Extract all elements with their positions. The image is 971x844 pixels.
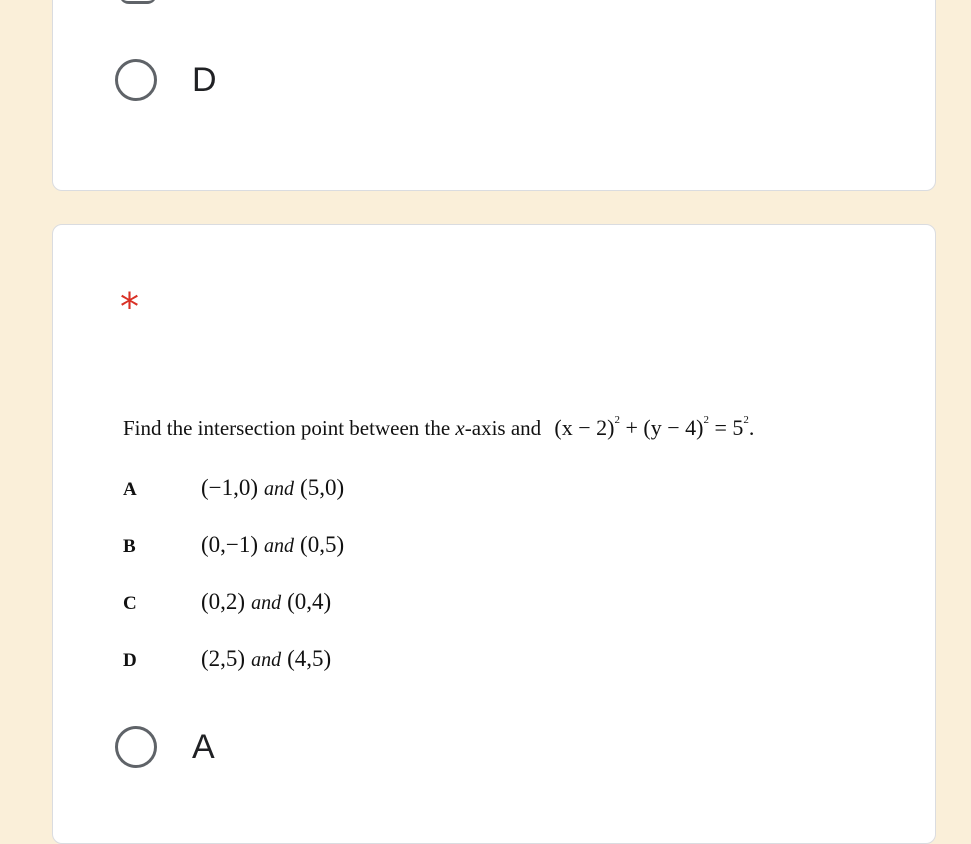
question-text — [123, 414, 754, 441]
radio-option-label: D — [192, 60, 217, 99]
choice-conjunction: and — [264, 535, 295, 557]
eq-plus: + — [619, 415, 644, 440]
eq-equals: = 5 — [708, 415, 744, 440]
choice-second-point: (5,0) — [300, 475, 345, 500]
choice-second-point: (4,5) — [287, 646, 332, 671]
answer-choice-d — [123, 646, 331, 672]
radio-circle-icon[interactable] — [115, 59, 157, 101]
radio-option-d[interactable] — [115, 59, 217, 101]
choice-letter: B — [123, 536, 136, 557]
choice-second-point: (0,4) — [287, 589, 332, 614]
choice-conjunction: and — [251, 592, 282, 614]
question-suffix: -axis and — [464, 416, 542, 440]
answer-choice-b — [123, 532, 344, 558]
answer-choice-c — [123, 589, 331, 615]
radio-option-a[interactable] — [115, 726, 215, 768]
choice-conjunction: and — [264, 478, 295, 500]
eq-exp-3: 2 — [743, 414, 749, 426]
radio-option-label: A — [192, 727, 215, 766]
eq-part-2: (y − 4) — [643, 415, 704, 440]
eq-exp-1: 2 — [614, 414, 620, 426]
choice-first-point: (2,5) — [201, 646, 246, 671]
required-asterisk: * — [120, 285, 139, 329]
eq-exp-2: 2 — [703, 414, 709, 426]
eq-part-1: (x − 2) — [554, 415, 615, 440]
eq-end: . — [748, 415, 755, 440]
circle-equation — [554, 415, 754, 440]
choice-first-point: (−1,0) — [201, 475, 259, 500]
radio-circle-icon[interactable] — [115, 726, 157, 768]
choice-letter: D — [123, 650, 137, 671]
choice-first-point: (0,−1) — [201, 532, 259, 557]
question-variable: x — [455, 416, 465, 440]
question-prefix: Find the intersection point between the — [123, 416, 456, 440]
choice-first-point: (0,2) — [201, 589, 246, 614]
choice-letter: A — [123, 479, 137, 500]
answer-choice-a — [123, 475, 344, 501]
choice-conjunction: and — [251, 649, 282, 671]
choice-letter: C — [123, 593, 137, 614]
choice-second-point: (0,5) — [300, 532, 345, 557]
